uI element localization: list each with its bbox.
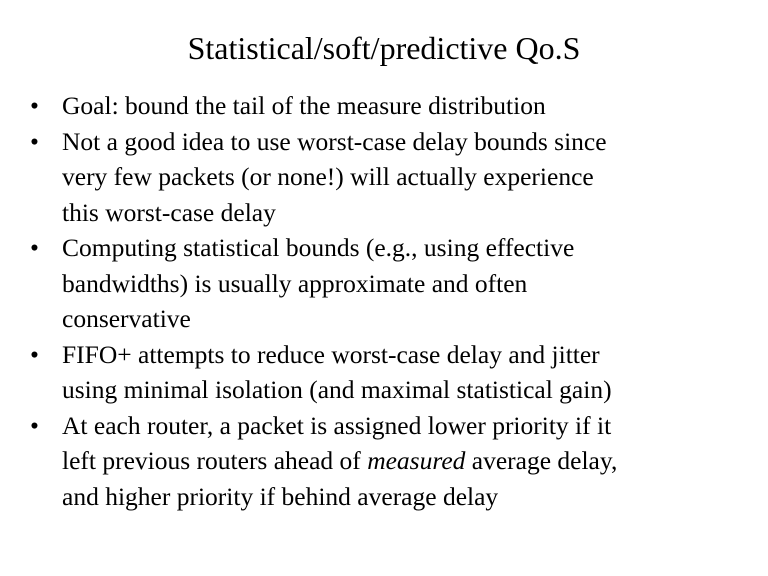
bullet-item-goal <box>30 88 750 124</box>
bullet-line: Goal: bound the tail of the measure distribution <box>62 91 546 120</box>
emphasized-text: measured <box>367 446 466 475</box>
bullet-line: very few packets (or none!) will actually experience <box>62 162 594 191</box>
bullet-line: At each router, a packet is assigned lower priority if it <box>62 410 612 440</box>
bullet-line: Computing statistical bounds (e.g., using effective <box>62 233 575 262</box>
bullet-item-worst-case <box>30 124 750 231</box>
bullet-item-fifo-plus <box>30 337 750 408</box>
bullet-line: bandwidths) is usually approximate and often <box>62 268 528 298</box>
bullet-line: FIFO+ attempts to reduce worst-case delay and jitter <box>62 339 600 369</box>
bullet-line: this worst-case delay <box>62 197 276 227</box>
text-run: left previous routers ahead of <box>62 446 361 475</box>
bullet-item-statistical-bounds <box>30 230 750 337</box>
bullet-icon: • <box>30 91 39 120</box>
bullet-icon: • <box>30 339 39 369</box>
bullet-icon: • <box>30 410 39 440</box>
text-run: average delay, <box>471 446 618 475</box>
bullet-icon: • <box>30 233 39 262</box>
bullet-item-router-priority <box>30 408 750 515</box>
bullet-line: and higher priority if behind average delay <box>62 481 499 511</box>
bullet-line: conservative <box>62 304 191 333</box>
bullet-line: using minimal isolation (and maximal statistical gain) <box>62 375 612 404</box>
bullet-icon: • <box>30 126 39 156</box>
slide-title: Statistical/soft/predictive Qo.S <box>187 30 581 66</box>
bullet-line-mixed <box>62 443 750 479</box>
bullet-line: Not a good idea to use worst-case delay bounds since <box>62 126 607 156</box>
bullet-list <box>30 88 750 514</box>
